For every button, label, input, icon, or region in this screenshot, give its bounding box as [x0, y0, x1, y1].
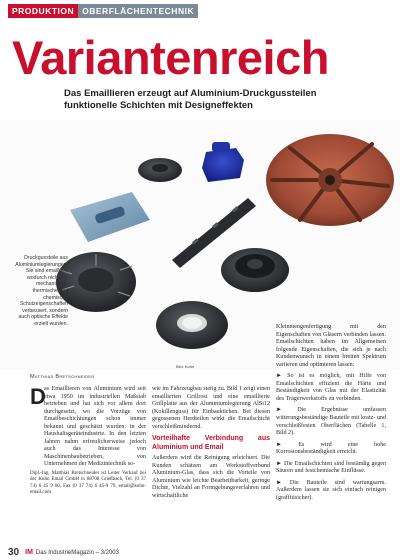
- small-grill-disc: [138, 158, 182, 182]
- photo-credit: Bild: Kuhn: [176, 364, 195, 369]
- section-header: [8, 4, 198, 18]
- col2-paragraph-2: Außerdem wird die Reinigung erleichtert. Die Kunden schätzen am Werkstoffverbund Aluminium-Glas, dass sich die Vorteile von Aluminium wie leichte Bearbeitbarkeit, geringe Dichte, Vielzahl an Formgebungsverfahren und wirtschaftliche: [152, 455, 270, 500]
- grill-plate: [56, 252, 136, 312]
- col2-paragraph-1: wie im Fahrzeugbau stetig zu. Bild 1 zeigt einen emaillierten Grillrost und eine emaillierte Grillplatte aus der Aluminiumlegierung AlSi12 (Kokillenguss) für Einbauküchen. Bei diesen gegossenen Herdteilen wirkt die Emailschicht verschleißmindernd.: [152, 386, 270, 430]
- article-subtitle: [64, 88, 364, 112]
- photo-caption: Druckgussteile aus Aluminiumlegierungen. Sie sind emailliert, wodurch nicht nur mechanische, thermische und chemische Schutzeigenschaften verbessert, sondern auch optische Effekte erzielt wurden.: [15, 255, 68, 327]
- bullet-item: ► Die Emailschichten sind beständig gegen Säuren und festchemische Einflüsse.: [276, 460, 386, 475]
- subtitle-line-1: Das Emaillieren erzeugt auf Aluminium-Druckgussteilen: [64, 88, 317, 99]
- terracotta-fan: [266, 134, 394, 226]
- article-title: Variantenreich: [12, 31, 329, 84]
- intro-paragraph: [30, 386, 146, 469]
- bullet-item: ► Die Ergebnisse umfassen witterungsbeständige Bauteile mit kratz- und verschleißfesten Oberflächen (Tabelle 1, Bild 2).: [276, 407, 386, 437]
- magazine-name: Das IndustrieMagazin – 3/2003: [35, 549, 119, 556]
- section-label: PRODUKTION: [8, 4, 78, 18]
- column-3: [276, 324, 386, 506]
- subsection-label: OBERFLÄCHENTECHNIK: [78, 4, 198, 18]
- subtitle-line-2: funktionelle Schichten mit Designeffekten: [64, 100, 253, 111]
- bullet-item: ► Die Bauteile sind wartungsarm. Außerdem lassen sie sich einfach reinigen (graffitisicher).: [276, 479, 386, 501]
- intro-text: as Emaillieren von Aluminium wird seit etwa 1950 im industriellen Maßstab betrieben und hat sich vor allem dort durchgesetzt, wo die Vorzüge von Emailbeschichtungen schon immer bekannt und geschätzt wurden: in der Haushaltsgeräteindustrie. In den letzten Jahren nahm erfreulicherweise jedoch auch das Interesse von Maschinenbaubetrieben, von Unternehmen der Medizintechnik so-: [44, 386, 146, 468]
- bullet-item: ► So ist es möglich, mit Hilfe von Emailschichten effizient die Härte und Beständigkeit von Glas mit der Elastizität des Trägerwerkstoffs zu verbinden.: [276, 373, 386, 402]
- section-subheading: Vorteilhafte Verbindung aus Aluminium und Email: [152, 435, 270, 451]
- drop-cap: D: [30, 384, 46, 409]
- bullet-item: ► Es wird eine hohe Korrosionsbeständigkeit erreicht.: [276, 441, 386, 456]
- author-byline: Matthias Bretschneider: [30, 374, 95, 380]
- column-1: [30, 386, 146, 500]
- page-footer: [8, 547, 392, 558]
- col3-paragraph-1: Kleinmengenfertigung mit den Eigenschaften von Gläsern verbinden lassen. Emailschichten haben im Allgemeinen folgende Eigenschaften, die sich je nach Kundenwunsch in einem breiten Spektrum variieren und optimieren lassen:: [276, 324, 386, 368]
- column-2: [152, 386, 270, 505]
- page-number: 30: [8, 547, 20, 558]
- author-note: Dipl.-Ing. Matthias Bretschneider ist Leiter Verkauf bei der Kuhn Email GmbH in 88708 Grießbach, Tel. (0 37 74) 6 45 9 60, Fax (0 37 74) 6 45-9 79, email@kuhn-email.com: [30, 471, 146, 495]
- burner-ring: [221, 248, 289, 292]
- ring-part: [156, 301, 228, 349]
- magazine-logo: IM: [25, 549, 33, 556]
